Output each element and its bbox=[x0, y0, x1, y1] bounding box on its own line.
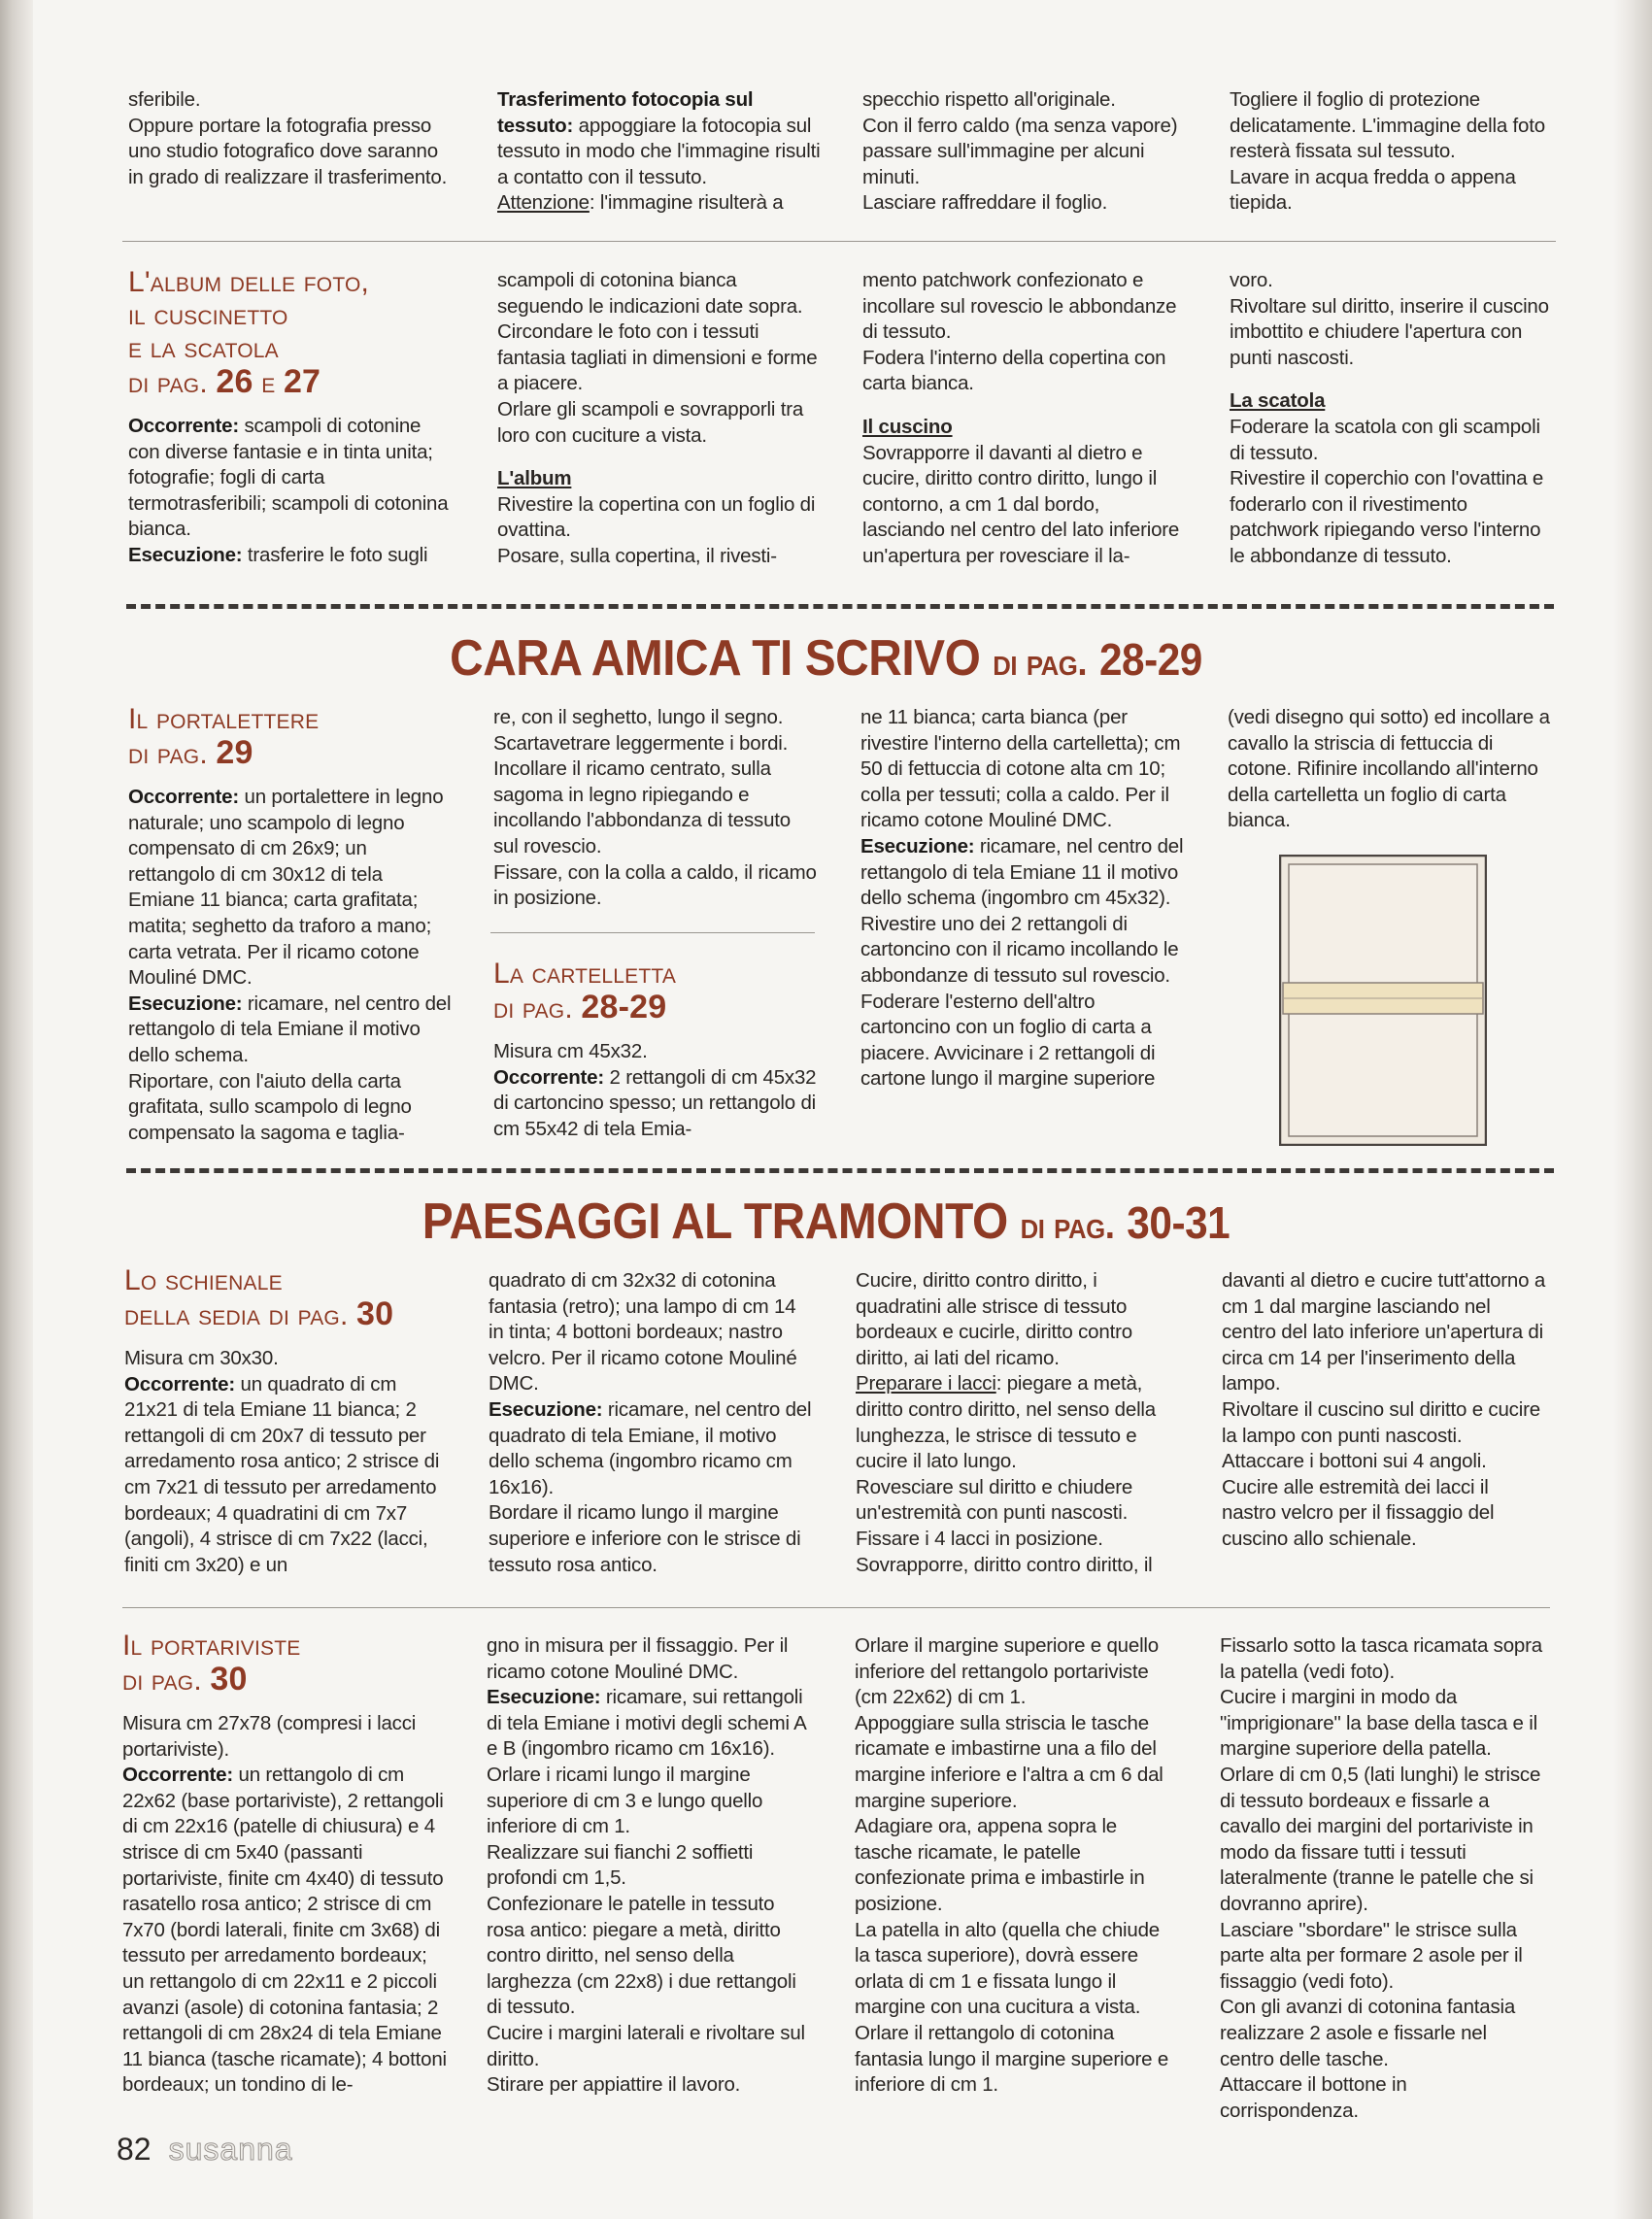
portalettere-esecuzione: Esecuzione: ricamare, nel centro del rettangolo di tela Emiane il motivo dello schema. bbox=[128, 992, 452, 1066]
album-column-1 bbox=[128, 266, 453, 569]
section-title-cara-amica: CARA AMICA TI SCRIVO di pag. 28-29 bbox=[450, 630, 1202, 687]
portariviste-heading: Il portariviste di pag. 30 bbox=[122, 1630, 301, 1698]
top-c2-lead: Trasferimento fotocopia sul tessuto: bbox=[497, 88, 754, 137]
portalettere-column-1: Il portalettere di pag. 29 Occorrente: un portalettere in legno naturale; uno scampolo di legno compensato di cm 26x9; un rettangolo di cm 30x12 di tela Emiane 11 bianca; carta grafitata; matita; seghetto da traforo a mano; carta vetrata. Per il ricamo cotone Mouliné DMC. Esecuzione: ricamare, nel centro del rettangolo di tela Emiane il motivo dello schema. Riportare, con l'aiuto della carta grafitata, sullo scampolo di legno compensato la sagoma e taglia- bbox=[128, 703, 452, 1144]
portalettere-column-2: re, con il seghetto, lungo il segno. Scartavetrare leggermente i bordi. Incollare il ricamo centrato, sulla sagoma in legno ripiegando e incollando l'abbondanza di tessuto sul rovescio. Fissare, con la colla a caldo, il ricamo in posizione. bbox=[493, 706, 817, 910]
top-divider bbox=[122, 241, 1556, 242]
schienale-column-4: davanti al dietro e cucire tutt'attorno a cm 1 dal margine lasciando nel centro del lato inferiore un'apertura di circa cm 14 per l'inserimento della lampo. Rivoltare il cuscino sul diritto e cucire la lampo con punti nascosti. Attaccare i bottoni sui 4 angoli. Cucire alle estremità dei lacci il nastro velcro per il fissaggio del cuscino allo schienale. bbox=[1222, 1269, 1546, 1550]
top-c1-line: sferibile. bbox=[128, 88, 201, 111]
cartelletta-column-2: La cartelletta di pag. 28-29 Misura cm 45x32. Occorrente: 2 rettangoli di cm 45x32 di cartoncino spesso; un rettangolo di cm 55x42 di tela Emia- bbox=[493, 958, 818, 1142]
top-c4-p1: Togliere il foglio di protezione delicatamente. L'immagine della foto resterà fissata sul tessuto. bbox=[1230, 88, 1545, 163]
album-column-4: voro. Rivoltare sul diritto, inserire il cuscino imbottito e chiudere l'apertura con punti nascosti. La scatola Foderare la scatola con gli scampoli di tessuto. Rivestire il coperchio con l'ovattina e foderarlo con il rivestimento patchwork ripiegando verso l'interno le abbondanze di tessuto. bbox=[1230, 268, 1554, 570]
cartelletta-diagram bbox=[1279, 855, 1487, 1146]
album-subheading: L'album bbox=[497, 467, 572, 490]
dashed-divider-2 bbox=[126, 1168, 1554, 1173]
top-c3-p2: Con il ferro caldo (ma senza vapore) passare sull'immagine per alcuni minuti. bbox=[862, 114, 1178, 188]
top-c2-paragraph: Trasferimento fotocopia sul tessuto: appoggiare la fotocopia sul tessuto in modo che l'immagine risulti a contatto con il tessuto. Attenzione: l'immagine risulterà a bbox=[497, 88, 821, 215]
top-c4-p2: Lavare in acqua fredda o appena tiepida. bbox=[1230, 165, 1516, 215]
cartelletta-column-3: ne 11 bianca; carta bianca (per rivestire l'interno della cartelletta); cm 50 di fettuccia di cotone alta cm 10; colla per tessuti; colla a caldo. Per il ricamo cotone Mouliné DMC. Esecuzione: ricamare, nel centro del rettangolo di tela Emiane 11 il motivo dello schema (ingombro cm 45x32). Rivestire uno dei 2 rettangoli di cartoncino con il ricamo incollando le abbondanze di tessuto sul rovescio. Foderare l'esterno dell'altro cartoncino con un foglio di carta a piacere. Avvicinare i 2 rettangoli di cartone lungo il margine superiore bbox=[860, 706, 1184, 1091]
portalettere-heading: Il portalettere di pag. 29 bbox=[128, 703, 320, 771]
cartelletta-column-4: (vedi disegno qui sotto) ed incollare a cavallo la striscia di fettuccia di cotone. Rifinire incollando all'interno della cartelletta un foglio di carta bianca. bbox=[1228, 706, 1550, 832]
top-c3-p1: specchio rispetto all'originale. bbox=[862, 88, 1116, 111]
page-footer bbox=[117, 2132, 293, 2168]
schienale-column-1: Lo schienale della sedia di pag. 30 Misura cm 30x30. Occorrente: un quadrato di cm 21x21 di tela Emiane 11 bianca; 2 rettangoli di cm 20x7 di tessuto per arredamento rosa antico; 2 strisce di cm 7x21 di tessuto per arredamento bordeaux; 4 quadratini di cm 7x7 (angoli), 4 strisce di cm 7x22 (lacci, finiti cm 3x20) e un bbox=[124, 1264, 449, 1578]
portalettere-occorrente: Occorrente: un portalettere in legno naturale; uno scampolo di legno compensato di cm 26x9; un rettangolo di cm 30x12 di tela Emiane 11 bianca; carta grafitata; matita; seghetto da traforo a mano; carta vetrata. Per il ricamo cotone Mouliné DMC. bbox=[128, 786, 444, 990]
portariviste-column-2: gno in misura per il fissaggio. Per il ricamo cotone Mouliné DMC. Esecuzione: ricamare, sui rettangoli di tela Emiane i motivi degli schemi A e B (ingombro ricamo cm 16x16). Orlare i ricami lungo il margine superiore di cm 3 e lungo quello inferiore di cm 1. Realizzare sui fianchi 2 soffietti profondi cm 1,5. Confezionare le patelle in tessuto rosa antico: piegare a metà, diritto contro diritto, nel senso della larghezza (cm 22x8) i due rettangoli di tessuto. Cucire i margini laterali e rivoltare sul diritto. Stirare per appiattire il lavoro. bbox=[487, 1633, 811, 2099]
cartelletta-heading: La cartelletta di pag. 28-29 bbox=[493, 958, 677, 1025]
album-esecuzione: Esecuzione: trasferire le foto sugli bbox=[128, 543, 428, 566]
scatola-subheading: La scatola bbox=[1230, 389, 1326, 413]
section-title-paesaggi: PAESAGGI AL TRAMONTO di pag. 30-31 bbox=[421, 1194, 1231, 1250]
portariviste-occorrente: Occorrente: un rettangolo di cm 22x62 (base portariviste), 2 rettangoli di cm 22x16 (patelle di chiusura) e 4 strisce di cm 5x40 (passanti portariviste, finite cm 4x40) di tessuto rasatello rosa antico; 2 strisce di cm 7x70 (bordi laterali, finite cm 3x68) di tessuto per arredamento bordeaux; un rettangolo di cm 22x11 e 2 piccoli avanzi (asole) di cotonina fantasia; 2 rettangoli di cm 28x24 di tela Emiane 11 bianca (tasche ricamate); 4 bottoni bordeaux; un tondino di le- bbox=[122, 1764, 447, 2097]
portariviste-column-3: Orlare il margine superiore e quello inferiore del rettangolo portariviste (cm 22x62) di cm 1. Appoggiare sulla striscia le tasche ricamate e imbastirne una a filo del margine inferiore e l'altra a cm 6 dal margine superiore. Adagiare ora, appena sopra le tasche ricamate, le patelle confezionate prima e imbastirle in posizione. La patella in alto (quella che chiude la tasca superiore), dovrà essere orlata di cm 1 e fissata lungo il margine con una cucitura a vista. Orlare il rettangolo di cotonina fantasia lungo il margine superiore e inferiore di cm 1. bbox=[855, 1634, 1169, 2097]
schienale-divider bbox=[122, 1607, 1550, 1608]
top-column-2 bbox=[497, 87, 822, 217]
schienale-esecuzione: Esecuzione: ricamare, nel centro del quadrato di tela Emiane, il motivo dello schema (ingombro ricamo cm 16x16). bbox=[489, 1397, 812, 1498]
top-c2-attention: Attenzione bbox=[497, 191, 590, 215]
cartelletta-occorrente: Occorrente: 2 rettangoli di cm 45x32 di cartoncino spesso; un rettangolo di cm 55x42 di tela Emia- bbox=[493, 1065, 817, 1140]
album-occorrente: Occorrente: scampoli di cotonine con diverse fantasie e in tinta unita; fotografie; fogli di carta termotrasferibili; scampoli di cotonina bianca. bbox=[128, 415, 449, 541]
schienale-lacci: Preparare i lacci: piegare a metà, diritto contro diritto, nel senso della lunghezza, le strisce di tessuto e cucire il lato lungo. bbox=[856, 1372, 1156, 1473]
dashed-divider-1 bbox=[126, 604, 1554, 609]
portariviste-column-4: Fissarlo sotto la tasca ricamata sopra la patella (vedi foto). Cucire i margini in modo da "imprigionare" la base della tasca e il margine superiore della patella. Orlare di cm 0,5 (lati lunghi) le strisce di tessuto bordeaux e fissarle a cavallo dei margini del portariviste in modo da fissare tutti i tessuti lateralmente (tranne le patelle che si dovranno aprire). Lasciare "sbordare" le strisce sulla parte alta per formare 2 asole per il fissaggio (vedi foto). Con gli avanzi di cotonina fantasia realizzare 2 asole e fissarle nel centro delle tasche. Attaccare il bottone in corrispondenza. bbox=[1220, 1634, 1542, 2122]
cartelletta-divider bbox=[490, 932, 815, 933]
page-edge-right bbox=[1613, 0, 1652, 2219]
portariviste-esecuzione: Esecuzione: ricamare, sui rettangoli di tela Emiane i motivi degli schemi A e B (ingombro ricamo cm 16x16). bbox=[487, 1686, 806, 1761]
page-edge-left bbox=[0, 0, 33, 2219]
schienale-column-2: quadrato di cm 32x32 di cotonina fantasia (retro); una lampo di cm 14 in tinta; 4 bottoni bordeaux; nastro velcro. Per il ricamo cotone Mouliné DMC. Esecuzione: ricamare, nel centro del quadrato di tela Emiane, il motivo dello schema (ingombro ricamo cm 16x16). Bordare il ricamo lungo il margine superiore e inferiore con le strisce di tessuto rosa antico. bbox=[489, 1269, 812, 1576]
album-column-2: scampoli di cotonina bianca seguendo le indicazioni date sopra. Circondare le foto con i tessuti fantasia tagliati in dimensioni e forme a piacere. Orlare gli scampoli e sovrapporli tra loro con cuciture a vista. L'album Rivestire la copertina con un foglio di ovattina. Posare, sulla copertina, il rivesti- bbox=[497, 268, 822, 570]
top-c3-p3: Lasciare raffreddare il foglio. bbox=[862, 191, 1108, 215]
cuscino-subheading: Il cuscino bbox=[862, 415, 953, 438]
schienale-occorrente: Occorrente: un quadrato di cm 21x21 di tela Emiane 11 bianca; 2 rettangoli di cm 20x7 di tessuto per arredamento rosa antico; 2 strisce di cm 7x21 di tessuto per arredamento bordeaux; 4 quadratini di cm 7x7 (angoli), 4 strisce di cm 7x22 (lacci, finiti cm 3x20) e un bbox=[124, 1372, 440, 1576]
top-c1-text: Oppure portare la fotografia presso uno studio fotografico dove saranno in grado di realizzare il trasferimento. bbox=[128, 114, 448, 188]
page-number: 82 bbox=[117, 2132, 152, 2167]
top-column-4 bbox=[1230, 87, 1554, 217]
cartelletta-esecuzione: Esecuzione: ricamare, nel centro del rettangolo di tela Emiane 11 il motivo dello schema (ingombro cm 45x32). Rivestire uno dei 2 rettangoli di cartoncino con il ricamo incollando le abbondanze di tessuto sul rovescio. bbox=[860, 834, 1184, 987]
top-column-1 bbox=[128, 87, 453, 190]
portariviste-column-1: Il portariviste di pag. 30 Misura cm 27x78 (compresi i lacci portariviste). Occorrente: un rettangolo di cm 22x62 (base portariviste), 2 rettangoli di cm 22x16 (patelle di chiusura) e 4 strisce di cm 5x40 (passanti portariviste, finite cm 4x40) di tessuto rasatello rosa antico; 2 strisce di cm 7x70 (bordi laterali, finite cm 3x68) di tessuto per arredamento bordeaux; un rettangolo di cm 22x11 e 2 piccoli avanzi (asole) di cotonina fantasia; 2 rettangoli di cm 28x24 di tela Emiane 11 bianca (tasche ricamate); 4 bottoni bordeaux; un tondino di le- bbox=[122, 1630, 447, 2099]
album-heading: L'album delle foto, il cuscinetto e la scatola di pag. 26 e 27 bbox=[128, 266, 370, 400]
album-column-3: mento patchwork confezionato e incollare sul rovescio le abbondanze di tessuto. Fodera l'interno della copertina con carta bianca. Il cuscino Sovrapporre il davanti al dietro e cucire, diritto contro diritto, lungo il contorno, a cm 1 dal bordo, lasciando nel centro del lato inferiore un'apertura per rovesciare il la- bbox=[862, 268, 1187, 570]
magazine-brand: susanna bbox=[168, 2132, 293, 2167]
schienale-heading: Lo schienale della sedia di pag. 30 bbox=[124, 1264, 394, 1332]
top-column-3 bbox=[862, 87, 1187, 217]
schienale-column-3: Cucire, diritto contro diritto, i quadratini alle strisce di tessuto bordeaux e cucirle, diritto contro diritto, ai lati del ricamo. Preparare i lacci: piegare a metà, diritto contro diritto, nel senso della lunghezza, le strisce di tessuto e cucire il lato lungo. Rovesciare sul diritto e chiudere un'estremità con punti nascosti. Fissare i 4 lacci in posizione. Sovrapporre, diritto contro diritto, il bbox=[856, 1268, 1180, 1578]
